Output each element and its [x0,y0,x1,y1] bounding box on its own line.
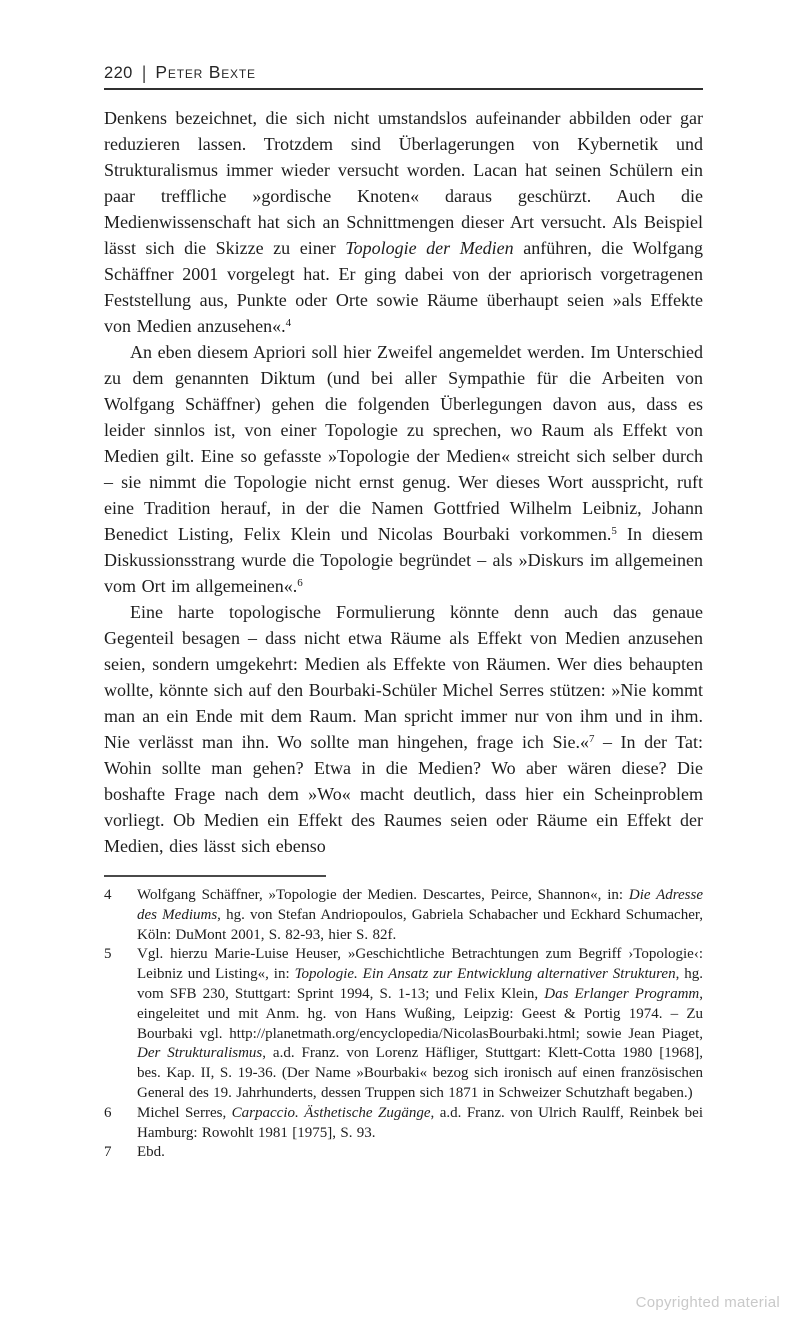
copyright-watermark: Copyrighted material [635,1294,780,1311]
italic-run: Carpaccio. Ästhetische Zugänge [231,1104,431,1121]
footnote-number: 6 [104,1104,112,1121]
text-run: anführen, die Wolfgang Schäffner 2001 vorgelegt hat. Er ging dabei von der apriorisch vorgetragenen Feststellung aus, Punkte oder Orte sowie Räume überhaupt seien »als Effekte von Medien anzusehen«. [104,238,703,336]
footnote-number: 7 [104,1144,112,1161]
header-rule [104,88,703,90]
text-run: , a.d. Franz. von Ulrich Raulff, Reinbek bei Hamburg: Rowohlt 1981 [1975], S. 93. [137,1104,703,1141]
text-run: Denkens bezeichnet, die sich nicht umstandslos aufeinander abbilden oder gar reduzieren lassen. Trotzdem sind Überlagerungen von Kybernetik und Strukturalismus immer wieder versucht worden. Lacan hat seinen Schülern ein paar treffliche »gordische Knoten« daraus geschürzt. Auch die Medienwissenschaft hat sich an Schnittmengen dieser Art versucht. Als Beispiel lässt sich die Skizze zu einer [104,108,703,258]
author-name: Peter Bexte [155,62,256,82]
page-number: 220 [104,64,133,82]
text-run: In diesem Diskussionsstrang wurde die Topologie begründet – als »Diskurs im allgemeinen vom Ort im allgemeinen«. [104,524,703,596]
italic-run: Der Strukturalismus [137,1045,263,1062]
text-run: , hg. vom SFB 230, Stuttgart: Sprint 1994, S. 1-13; und Felix Klein, [137,966,703,1002]
body-paragraph [104,599,703,859]
italic-run: Topologie der Medien [345,238,514,258]
footnote-ref: 5 [611,525,617,537]
text-run: , hg. von Stefan Andriopoulos, Gabriela Schabacher und Eckhard Schumacher, Köln: DuMont 2001, S. 82-93, hier S. 82f. [137,906,703,943]
footnote-text [137,1143,703,1163]
text-run: Vgl. hierzu Marie-Luise Heuser, »Geschichtliche Betrachtungen zum Begriff ›Topologie‹: Leibniz und Listing«, in: [137,946,703,983]
footnote [104,1143,703,1163]
footnotes-section [104,886,703,1163]
italic-run: Das Erlanger Programm [544,985,700,1002]
text-run: Michel Serres, [137,1104,232,1121]
footnote-separator-rule [104,875,326,877]
text-run: , eingeleitet und mit Anm. hg. von Hans Wußing, Leipzig: Geest & Portig 1974. – Zu Bourbaki vgl. http://planetmath.org/encyclopedia/NicolasBourbaki.html; sowie Jean Piaget, [137,985,703,1042]
text-run: , a.d. Franz. von Lorenz Häfliger, Stuttgart: Klett-Cotta 1980 [1968], bes. Kap. II, S. 19-36. (Der Name »Bourbaki« bezog sich ironisch auf einen französischen General des 19. Jahrhunderts, dessen Truppen sich 1871 in Schweizer Schutzhaft begaben.) [137,1045,703,1101]
italic-run: Topologie. Ein Ansatz zur Entwicklung alternativer Strukturen [294,966,676,983]
header-divider: | [141,63,147,83]
main-text-block [104,105,703,859]
footnote [104,886,703,945]
text-run: – In der Tat: Wohin sollte man gehen? Etwa in die Medien? Wo aber wären diese? Die boshafte Frage nach dem »Wo« macht deutlich, dass hier ein Scheinproblem vorliegt. Ob Medien ein Effekt des Raumes seien oder Räume ein Effekt der Medien, dies lässt sich ebenso [104,732,703,856]
footnote-text [137,945,703,1103]
footnote [104,945,703,1103]
footnote-text [137,886,703,945]
text-run: Wolfgang Schäffner, »Topologie der Medien. Descartes, Peirce, Shannon«, in: [137,887,629,903]
text-run: Ebd. [137,1144,165,1161]
footnote-ref: 7 [588,733,595,745]
footnote-number: 4 [104,887,112,903]
text-run: An eben diesem Apriori soll hier Zweifel angemeldet werden. Im Unterschied zu dem genannten Diktum (und bei aller Sympathie für die Arbeiten von Wolfgang Schäffner) gehen die folgenden Überlegungen davon aus, dass es leider sinnlos ist, von einer Topologie zu sprechen, wo Raum als Effekt von Medien gilt. Eine so gefasste »Topologie der Medien« streicht sich selber durch – sie nimmt die Topologie nicht ernst genug. Wer dieses Wort ausspricht, ruft eine Tradition herauf, in der die Namen Gottfried Wilhelm Leibniz, Johann Benedict Listing, Felix Klein und Nicolas Bourbaki vorkommen. [104,342,703,544]
footnote [104,1104,703,1144]
italic-run: Die Adresse des Mediums [137,887,703,923]
footnote-ref: 6 [297,577,303,589]
running-head [104,62,703,83]
footnote-ref: 4 [285,317,292,329]
footnote-number: 5 [104,946,112,963]
text-run: Eine harte topologische Formulierung könnte denn auch das genaue Gegenteil besagen – dass nicht etwa Räume als Effekt von Medien anzusehen seien, sondern umgekehrt: Medien als Effekte von Räumen. Wer dies behaupten wollte, könnte sich auf den Bourbaki-Schüler Michel Serres stützen: »Nie kommt man an ein Ende mit dem Raum. Man spricht immer nur von ihm und in ihm. Nie verlässt man ihn. Wo sollte man hingehen, frage ich Sie.« [104,602,703,752]
footnote-text [137,1104,703,1144]
body-paragraph [104,339,703,599]
body-paragraph [104,105,703,339]
